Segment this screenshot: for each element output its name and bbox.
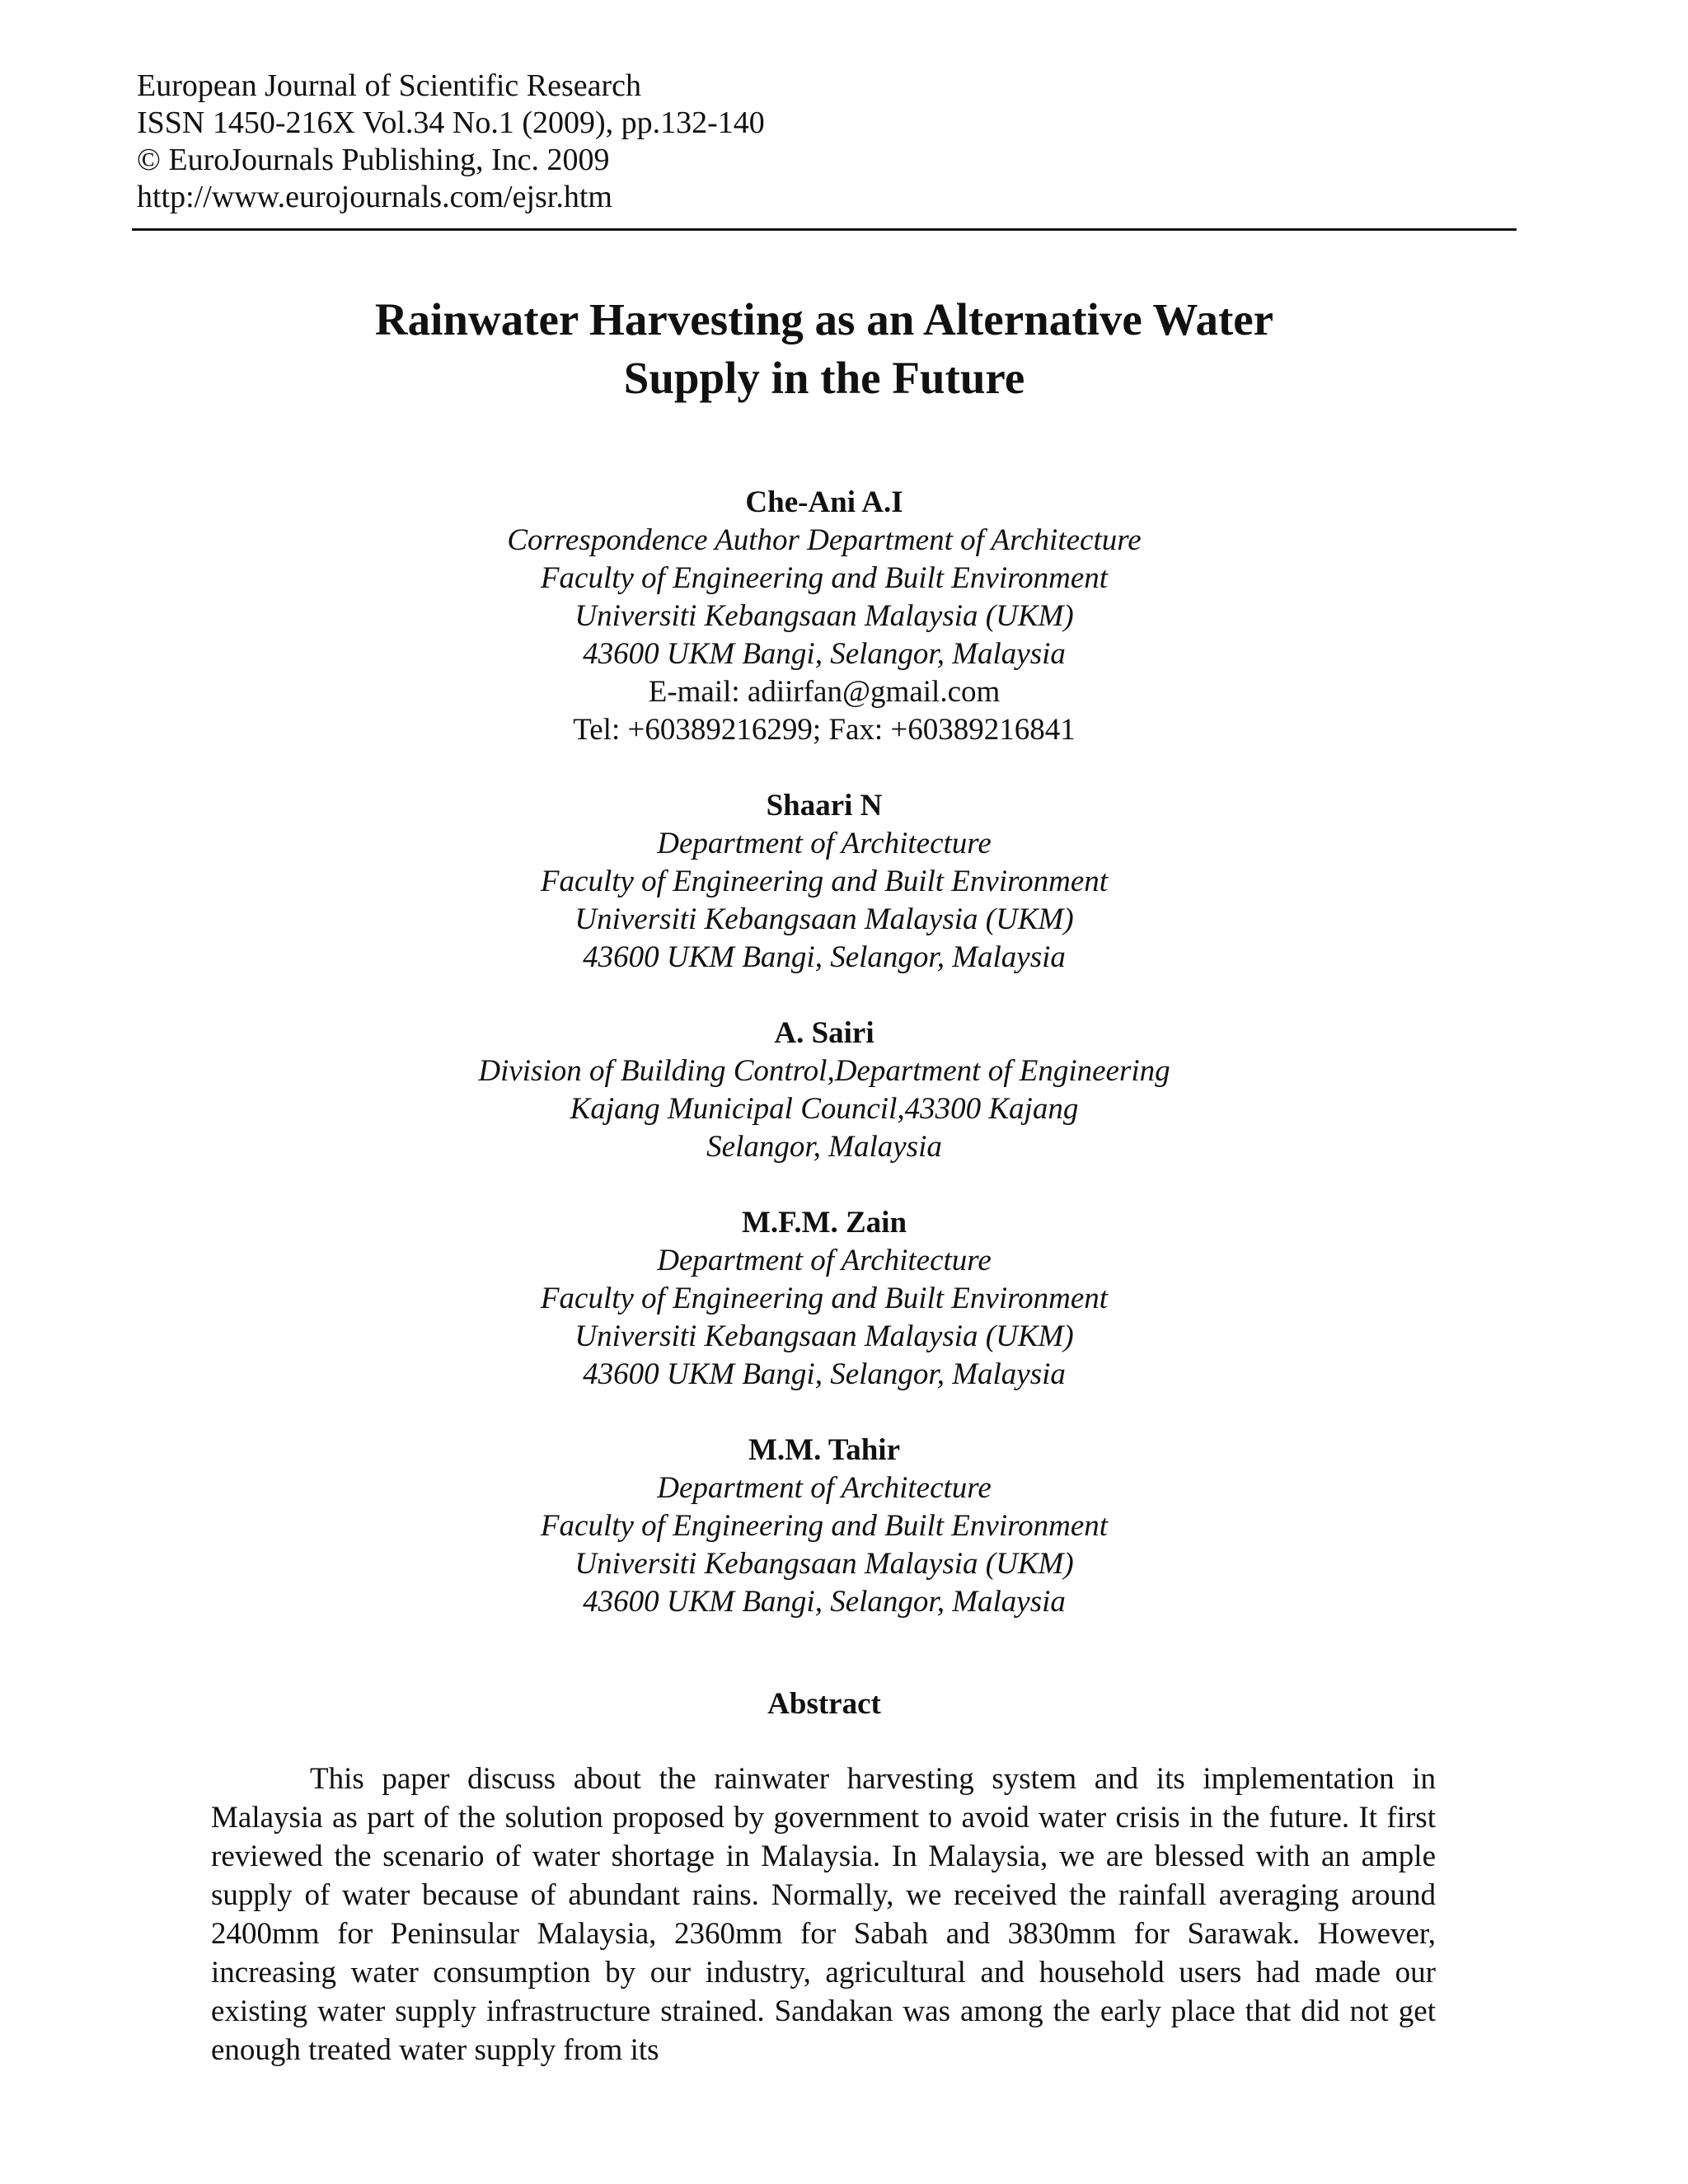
journal-name: European Journal of Scientific Research: [137, 68, 641, 103]
author-name: Shaari N: [766, 789, 883, 823]
author-affiliation-line: Faculty of Engineering and Built Environment: [540, 1282, 1109, 1315]
journal-copyright: © EuroJournals Publishing, Inc. 2009: [137, 143, 610, 177]
author-affiliation-line: 43600 UKM Bangi, Selangor, Malaysia: [583, 1585, 1066, 1619]
author-list: [0, 484, 1648, 1659]
author-affiliation-line: Division of Building Control,Department of Engineering: [478, 1054, 1170, 1088]
author-email: E-mail: adiirfan@gmail.com: [648, 675, 1001, 709]
author-affiliation-line: Faculty of Engineering and Built Environment: [540, 1509, 1109, 1543]
header-rule: [132, 228, 1517, 231]
author-phone: Tel: +60389216299; Fax: +60389216841: [573, 713, 1076, 747]
paper-title: [0, 290, 1648, 407]
author-affiliation-line: Universiti Kebangsaan Malaysia (UKM): [574, 1547, 1074, 1581]
author-name: A. Sairi: [774, 1016, 874, 1050]
author-affiliation-line: 43600 UKM Bangi, Selangor, Malaysia: [583, 1357, 1066, 1391]
abstract-heading: Abstract: [767, 1687, 881, 1721]
author-affiliation-line: Selangor, Malaysia: [706, 1130, 942, 1164]
author-name: M.M. Tahir: [748, 1433, 900, 1467]
author-affiliation-line: Faculty of Engineering and Built Environment: [540, 561, 1109, 595]
author-block: [0, 787, 1648, 977]
author-affiliation-line: Kajang Municipal Council,43300 Kajang: [570, 1092, 1079, 1126]
author-affiliation-line: Department of Architecture: [657, 1471, 992, 1505]
author-affiliation-line: Universiti Kebangsaan Malaysia (UKM): [574, 599, 1074, 633]
abstract-body: This paper discuss about the rainwater harvesting system and its implementation in Malaysia as part of the solution proposed by government to avoid water crisis in the future. It first reviewed the scenario of water shortage in Malaysia. In Malaysia, we are blessed with an ample supply of water because of abundant rains. Normally, we received the rainfall averaging around 2400mm for Peninsular Malaysia, 2360mm for Sabah and 3830mm for Sarawak. However, increasing water consumption by our industry, agricultural and household users had made our existing water supply infrastructure strained. Sandakan was among the early place that did not get enough treated water supply from its: [211, 1762, 1436, 2067]
author-affiliation-line: 43600 UKM Bangi, Selangor, Malaysia: [583, 940, 1066, 974]
author-block: [0, 1204, 1648, 1394]
author-affiliation-line: Correspondence Author Department of Architecture: [507, 523, 1142, 557]
author-affiliation-line: Universiti Kebangsaan Malaysia (UKM): [574, 902, 1074, 936]
author-affiliation-line: Faculty of Engineering and Built Environment: [540, 865, 1109, 898]
author-affiliation-line: Universiti Kebangsaan Malaysia (UKM): [574, 1319, 1074, 1353]
author-block: [0, 1432, 1648, 1621]
author-name: M.F.M. Zain: [741, 1206, 907, 1240]
author-block: [0, 1015, 1648, 1166]
journal-issn: ISSN 1450-216X Vol.34 No.1 (2009), pp.132-140: [137, 105, 765, 140]
paper-title-line-2: Supply in the Future: [623, 353, 1025, 403]
author-affiliation-line: Department of Architecture: [657, 827, 992, 860]
author-name: Che-Ani A.I: [745, 485, 903, 519]
author-affiliation-line: 43600 UKM Bangi, Selangor, Malaysia: [583, 637, 1066, 671]
author-block: [0, 484, 1648, 749]
journal-url: http://www.eurojournals.com/ejsr.htm: [137, 180, 612, 214]
journal-header: [137, 68, 765, 216]
author-affiliation-line: Department of Architecture: [657, 1244, 992, 1277]
paper-title-line-1: Rainwater Harvesting as an Alternative Water: [374, 294, 1274, 344]
